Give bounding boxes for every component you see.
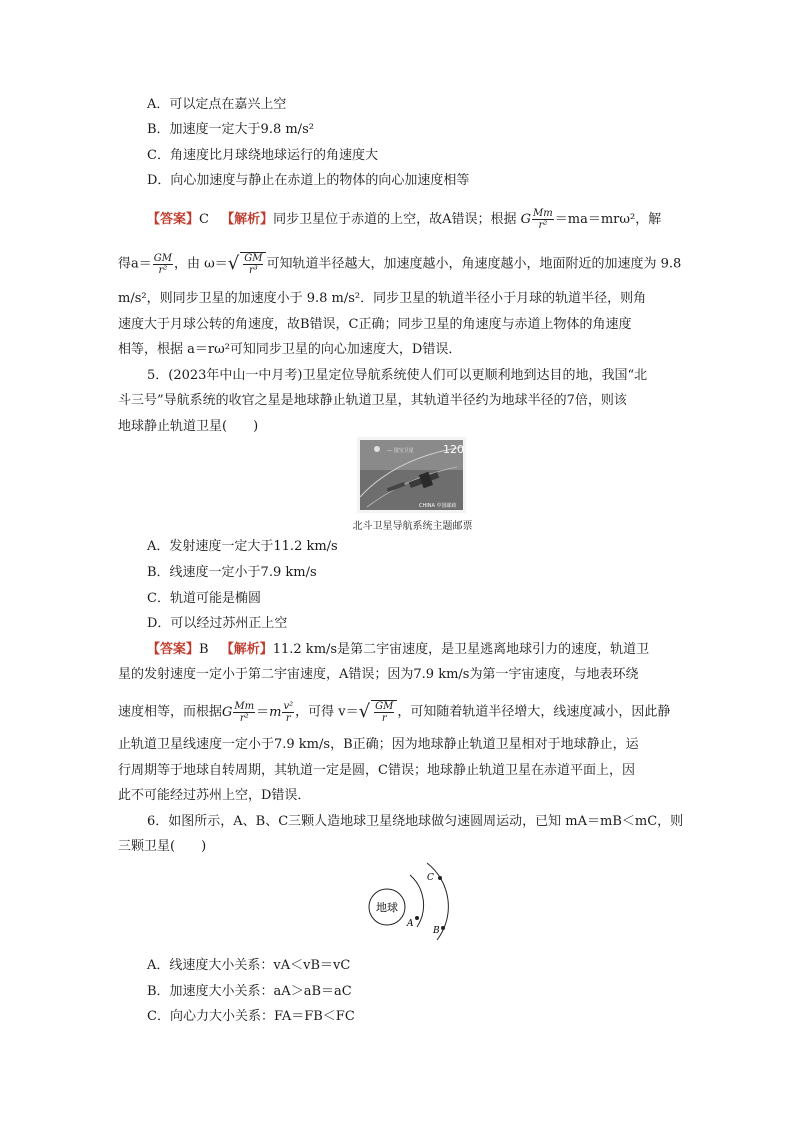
q5-answer-line3: 速度相等，而根据G $\frac{Mm}{\text{r²}}$ ＝m $\frac{\text{v²}}{r}$ ，可得 v＝√ $\frac{GM}{r}$ ，可知随着轨道半径增大，线速度减小，因此静 bbox=[118, 700, 671, 724]
q4-answer-line2: 得a＝ $\frac{GM}{\text{r²}}$ ，由 ω＝√ $\frac{GM}{\text{r³}}$ 可知轨道半径越大，加速度越小，角速度越小，地面附近的加速度为 9.8 bbox=[118, 252, 682, 276]
analysis-tag: 【解析】 bbox=[221, 212, 274, 227]
q5-stem-line2: 斗三号”导航系统的收官之星是地球静止轨道卫星，其轨道半径约为地球半径的7倍，则该 bbox=[118, 393, 627, 408]
answer-tag: 【答案】 bbox=[147, 212, 200, 227]
stamp-caption: 北斗卫星导航系统主题邮票 bbox=[352, 521, 473, 532]
q4-answer-line5: 相等，根据 a＝rω²可知同步卫星的向心加速度大，D错误． bbox=[118, 342, 462, 357]
q5-answer-line4: 止轨道卫星线速度一定小于7.9 km/s，B正确；因为地球静止轨道卫星相对于地球静止，运 bbox=[118, 737, 639, 752]
satellite-c bbox=[438, 876, 442, 880]
q4-answer-line3: m/s²，则同步卫星的加速度小于 9.8 m/s²．同步卫星的轨道半径小于月球的轨道半径，则角 bbox=[118, 291, 647, 306]
q5-option-c: C．轨道可能是椭圆 bbox=[147, 591, 261, 606]
label-b: B bbox=[433, 926, 440, 936]
answer-tag: 【答案】 bbox=[147, 642, 200, 657]
analysis-text: 可知轨道半径越大，加速度越小，角速度越小，地面附近的加速度为 9.8 bbox=[266, 256, 682, 272]
formula-accel: $\frac{GM}{\text{r²}}$ bbox=[153, 252, 172, 276]
formula-velocity: $\frac{GM}{r}$ bbox=[375, 701, 394, 724]
label-c: C bbox=[427, 873, 434, 883]
q5-answer-line6: 此不可能经过苏州上空，D错误． bbox=[118, 788, 311, 803]
q6-stem-line2: 三颗卫星( ) bbox=[118, 839, 207, 854]
q4-option-a: A．可以定点在嘉兴上空 bbox=[147, 97, 287, 112]
orbit-diagram bbox=[355, 855, 475, 945]
label-a: A bbox=[407, 919, 414, 929]
q6-option-b: B．加速度大小关系：aA＞aB＝aC bbox=[147, 984, 352, 999]
q5-option-d: D．可以经过苏州正上空 bbox=[147, 616, 288, 631]
q5-stem-line3: 地球静止轨道卫星( ) bbox=[118, 419, 259, 434]
formula-centripetal: G $\frac{Mm}{\text{r²}}$ ＝m $\frac{\text{v²}}{r}$ bbox=[222, 700, 294, 724]
analysis-text: 同步卫星位于赤道的上空，故A错误；根据 bbox=[273, 212, 517, 227]
q5-answer-line5: 行周期等于地球自转周期，其轨道一定是圆，C错误；地球静止轨道卫星在赤道平面上，因 bbox=[118, 763, 635, 778]
answer-letter: B bbox=[199, 642, 209, 657]
q4-answer-line4: 速度大于月球公转的角速度，故B错误，C正确；同步卫星的角速度与赤道上物体的角速度 bbox=[118, 317, 632, 332]
q4-option-c: C．角速度比月球绕地球运行的角速度大 bbox=[147, 148, 378, 163]
satellite-a bbox=[415, 916, 419, 920]
analysis-text: 速度相等，而根据 bbox=[118, 704, 223, 720]
analysis-text: 得a＝ bbox=[118, 256, 152, 272]
analysis-text: ，由 ω＝ bbox=[174, 256, 228, 272]
q4-option-d: D．向心加速度与静止在赤道上的物体的向心加速度相等 bbox=[147, 173, 470, 188]
q6-option-c: C．向心力大小关系：FA＝FB＜FC bbox=[147, 1009, 355, 1024]
q6-stem-line1: 6．如图所示，A、B、C三颗人造地球卫星绕地球做匀速圆周运动，已知 mA＝mB＜mC，则 bbox=[147, 814, 684, 829]
q5-answer-line1 bbox=[147, 641, 649, 659]
q4-answer-line1 bbox=[147, 208, 661, 231]
analysis-tag: 【解析】 bbox=[220, 642, 273, 657]
satellite-b bbox=[441, 926, 445, 930]
stamp-value: 120 bbox=[443, 443, 464, 456]
beidou-stamp-image bbox=[357, 437, 466, 513]
answer-letter: C bbox=[199, 212, 209, 227]
q5-option-b: B．线速度一定小于7.9 km/s bbox=[147, 565, 317, 580]
q4-option-b: B．加速度一定大于9.8 m/s² bbox=[147, 122, 314, 137]
analysis-text: 11.2 km/s是第二宇宙速度，是卫星逃离地球引力的速度，轨道卫 bbox=[272, 642, 650, 657]
analysis-text: ＝ma＝mrω²，解 bbox=[554, 212, 662, 227]
earth-label: 地球 bbox=[376, 901, 398, 914]
analysis-text: ，可知随着轨道半径增大，线速度减小，因此静 bbox=[397, 704, 671, 720]
q5-answer-line2: 星的发射速度一定小于第二宇宙速度，A错误；因为7.9 km/s为第一宇宙速度，与地表环绕 bbox=[118, 667, 639, 682]
q6-option-a: A．线速度大小关系：vA＜vB＝vC bbox=[147, 958, 351, 973]
analysis-text: ，可得 v＝ bbox=[295, 704, 359, 720]
q5-option-a: A．发射速度一定大于11.2 km/s bbox=[147, 539, 338, 554]
q5-stem-line1: 5．(2023年中山一中月考)卫星定位导航系统使人们可以更顺利地到达目的地，我国“北 bbox=[147, 368, 648, 383]
formula-omega: $\frac{GM}{\text{r³}}$ bbox=[244, 253, 263, 276]
stamp-brand: CHINA 中国邮政 bbox=[419, 503, 457, 509]
svg-text:— 国宝卫星: — 国宝卫星 bbox=[387, 448, 414, 454]
formula-gravity: G $\frac{Mm}{\text{r²}}$ bbox=[520, 208, 553, 231]
